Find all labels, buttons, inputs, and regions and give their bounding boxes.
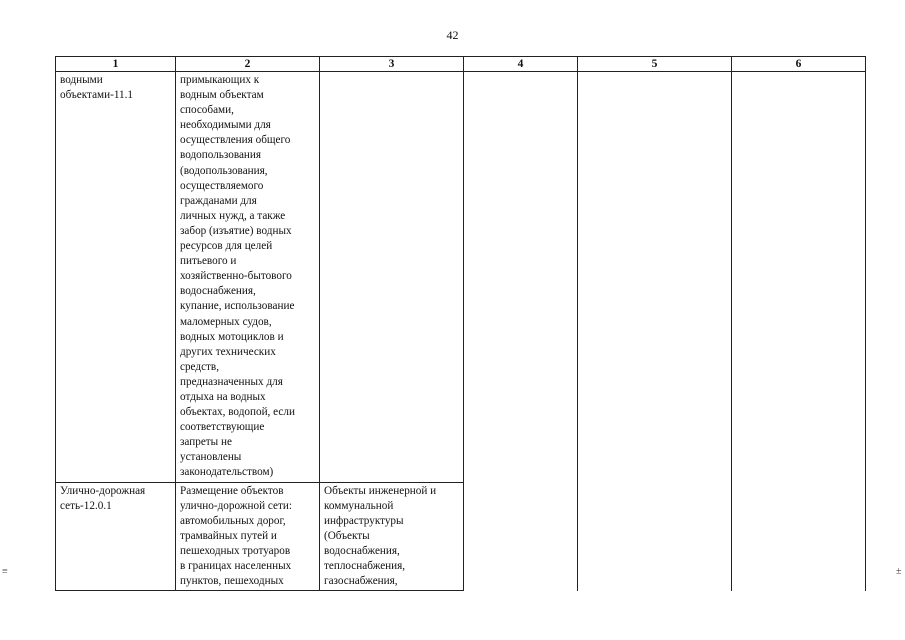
regulations-table [55,56,866,591]
cell-auxiliary-use [320,72,464,483]
table-row [56,72,866,483]
table-header-row [56,57,866,72]
cell-column-4 [464,72,578,591]
column-header-2: 2 [176,57,320,72]
column-header-3: 3 [320,57,464,72]
cell-description: Размещение объектов улично-дорожной сети: автомобильных дорог, трамвайных путей и пешеходных тротуаров в границах населенных пунктов, пешеходных [176,482,320,591]
cell-land-use-type: Улично-дорожная сеть-12.0.1 [56,482,176,591]
page-number: 42 [446,28,459,42]
column-header-1: 1 [56,57,176,72]
cell-auxiliary-use: Объекты инженерной и коммунальной инфраструктуры (Объекты водоснабжения, теплоснабжения, газоснабжения, [320,482,464,591]
cell-column-6 [732,72,866,591]
cell-column-5 [578,72,732,591]
column-header-6: 6 [732,57,866,72]
column-header-4: 4 [464,57,578,72]
cell-description: примыкающих к водным объектам способами, необходимыми для осуществления общего водопользования (водопользования, осуществляемого гражданами для личных нужд, а также забор (изъятие) водных ресурсов для целей питьевого и хозяйственно-бытового водоснабжения, купание, использование маломерных судов, водных мотоциклов и других технических средств, предназначенных для отдыха на водных объектах, водопой, если соответствующие запреты не установлены законодательством) [176,72,320,483]
scan-edge-mark-left: ≡ [2,566,8,577]
column-header-5: 5 [578,57,732,72]
scan-edge-mark-right: ± [896,566,902,577]
cell-land-use-type: водными объектами-11.1 [56,72,176,483]
